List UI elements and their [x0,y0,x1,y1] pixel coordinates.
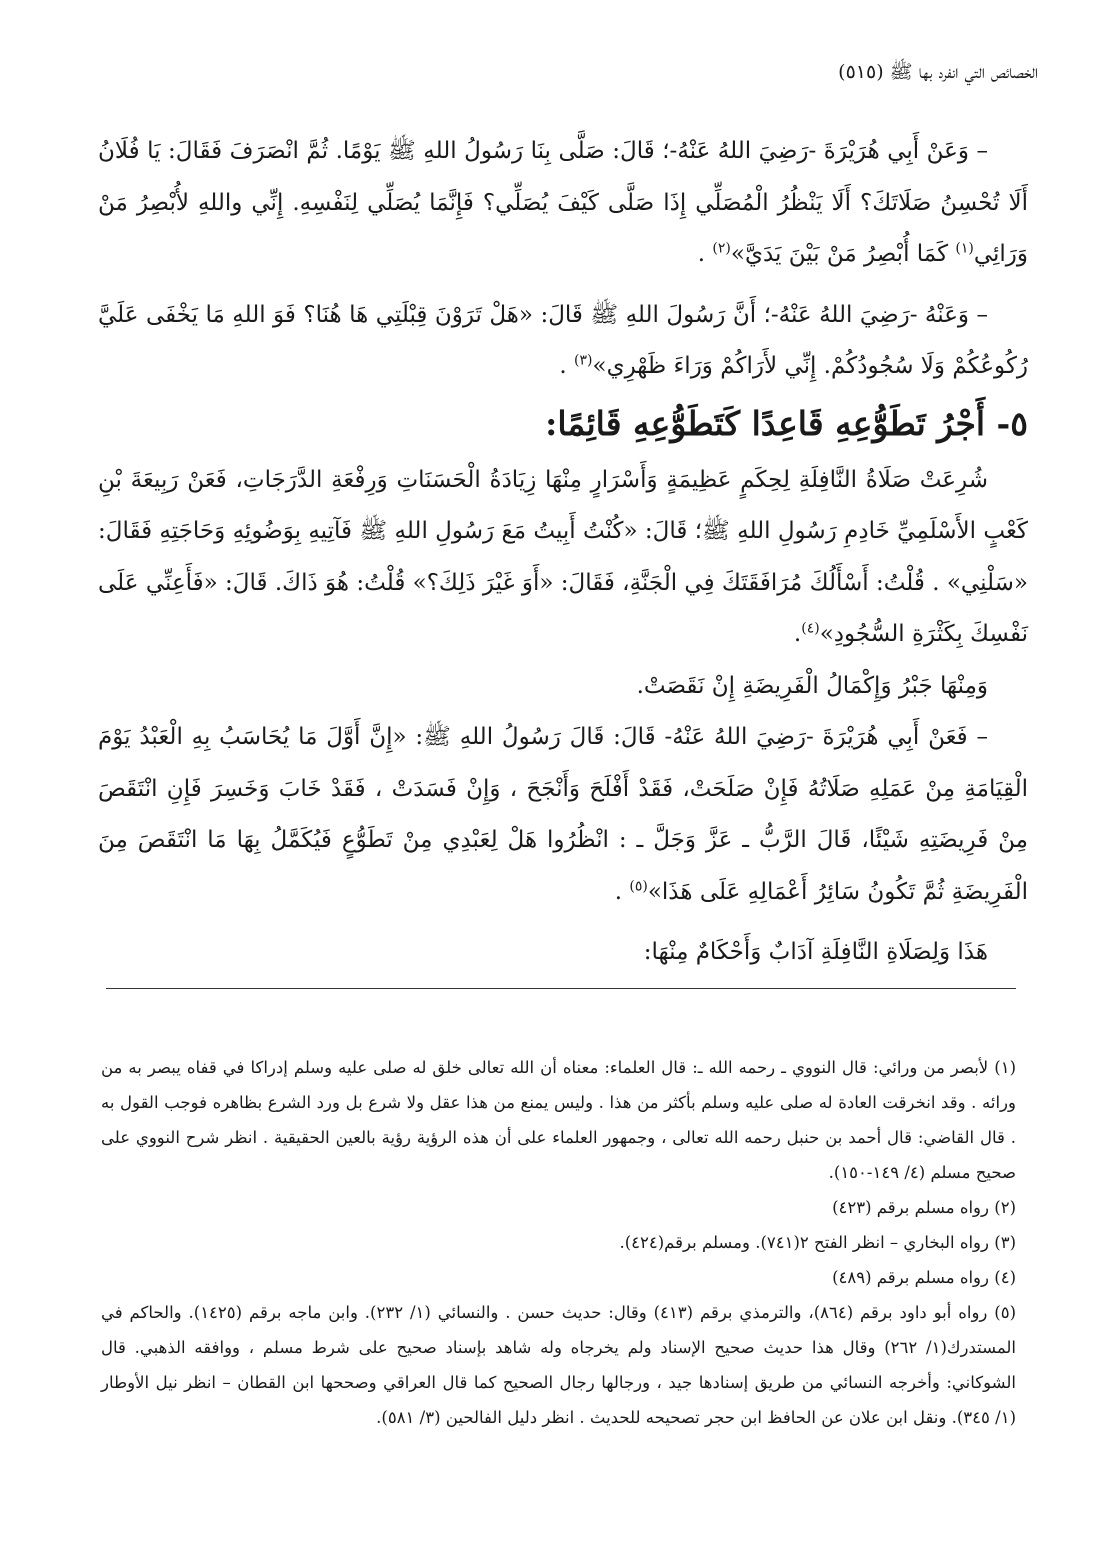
footnote-4: (٤) رواه مسلم برقم (٤٨٩) [832,1268,1016,1287]
footnote-ref-4[interactable]: (٤) [801,620,820,637]
footnotes-section [101,1050,1016,1435]
footnote-ref-1[interactable]: (١) [955,240,974,257]
intro-paragraph [98,455,1028,661]
paragraph-text: شُرِعَتْ صَلَاةُ النَّافِلَةِ لِحِكَمٍ عَظِيمَةٍ وَأَسْرَارٍ مِنْهَا زِيَادَةُ الْحَسَنَاتِ وَرِفْعَةِ الدَّرَجَاتِ، فَعَنْ رَبِيعَةَ بْنِ كَعْبٍ الأَسْلَمِيِّ خَادِمِ رَسُولِ اللهِ ﷺ؛ قَالَ: «كُنْتُ أَبِيتُ مَعَ رَسُولِ اللهِ ﷺ فَآتِيهِ بِوَضُوئِهِ وَحَاجَتِهِ فَقَالَ: «سَلْنِي» . قُلْتُ: أَسْأَلُكَ مُرَافَقَتَكَ فِي الْجَنَّةِ، فَقَالَ: «أَوَ غَيْرَ ذَلِكَ؟» قُلْتُ: هُوَ ذَاكَ. قَالَ: «فَأَعِنِّي عَلَى نَفْسِكَ بِكَثْرَةِ السُّجُودِ» [98,466,1028,647]
closing-paragraph: هَذَا وَلِصَلَاةِ النَّافِلَةِ آدَابٌ وَأَحْكَامٌ مِنْهَا: [643,939,988,965]
footnote-3: (٣) رواه البخاري – انظر الفتح ٢(٧٤١). ومسلم برقم(٤٢٤). [619,1233,1016,1252]
hadith-paragraph-3 [98,712,1028,918]
running-header: الخصائص التي انفرد بها ﷺ (٥١٥) [838,61,1038,83]
hadith-paragraph-2 [98,290,1028,393]
footnote-ref-5[interactable]: (٥) [629,877,648,894]
paragraph-text: . [793,621,802,647]
paragraph-text: – فَعَنْ أَبِي هُرَيْرَةَ -رَضِيَ اللهُ عَنْهُ- قَالَ: قَالَ رَسُولُ اللهِ ﷺ: «إِنَّ أَوَّلَ مَا يُحَاسَبُ بِهِ الْعَبْدُ يَوْمَ الْقِيَامَةِ مِنْ عَمَلِهِ صَلَاتُهُ فَإِنْ صَلَحَتْ، فَقَدْ أَفْلَحَ وَأَنْجَحَ ، وَإِنْ فَسَدَتْ ، فَقَدْ خَابَ وَخَسِرَ فَإِنِ انْتَقَصَ مِنْ فَرِيضَتِهِ شَيْئًا، قَالَ الرَّبُّ ـ عَزَّ وَجَلَّ ـ : انْظُرُوا هَلْ لِعَبْدِي مِنْ تَطَوُّعٍ فَيُكَمَّلُ بِهَا مَا انْتَقَصَ مِنَ الْفَرِيضَةِ ثُمَّ تَكُونُ سَائِرُ أَعْمَالِهِ عَلَى هَذَا» [98,724,1028,905]
paragraph-text: – وَعَنْهُ -رَضِيَ اللهُ عَنْهُ-؛ أَنَّ رَسُولَ اللهِ ﷺ قَالَ: «هَلْ تَرَوْنَ قِبْلَتِي هَا هُنَا؟ فَوَ اللهِ مَا يَخْفَى عَلَيَّ رُكُوعُكُمْ وَلَا سُجُودُكُمْ. إِنِّي لأَرَاكُمْ وَرَاءَ ظَهْرِي» [98,301,1028,379]
paragraph-text: . [614,878,630,905]
paragraph-text: . [697,241,713,267]
footnote-5: (٥) رواه أبو داود برقم (٨٦٤)، والترمذي برقم (٤١٣) وقال: حديث حسن . والنسائي (١/ ٢٣٢). وابن ماجه برقم (١٤٢٥). والحاكم في المستدرك(١/ ٢٦٢) وقال هذا حديث صحيح الإسناد ولم يخرجاه وله شاهد بإسناد صحيح على شرط مسلم ، ووافقه الذهبي. قال الشوكاني: وأخرجه النسائي من طريق إسنادها جيد ، ورجالها رجال الصحيح كما قال العراقي وصححها ابن القطان – انظر نيل الأوطار (١/ ٣٤٥). ونقل ابن علان عن الحافظ ابن حجر تصحيحه للحديث . انظر دليل الفالحين (٣/ ٥٨١). [101,1303,1017,1427]
benefit-paragraph: وَمِنْهَا جَبْرُ وَإِكْمَالُ الْفَرِيضَةِ إِنْ نَقَصَتْ. [636,672,988,699]
footnote-2: (٢) رواه مسلم برقم (٤٢٣) [832,1198,1016,1217]
footnote-ref-2[interactable]: (٢) [712,240,731,257]
paragraph-text: – وَعَنْ أَبِي هُرَيْرَةَ -رَضِيَ اللهُ عَنْهُ-؛ قَالَ: صَلَّى بِنَا رَسُولُ اللهِ ﷺ يَوْمًا. ثُمَّ انْصَرَفَ فَقَالَ: يَا فُلَانُ أَلَا تُحْسِنُ صَلَاتَكَ؟ أَلَا يَنْظُرُ الْمُصَلِّي إِذَا صَلَّى كَيْفَ يُصَلِّي؟ فَإِنَّمَا يُصَلِّي لِنَفْسِهِ. إِنِّي واللهِ لأُبْصِرُ مَنْ وَرَائِي [98,138,1028,267]
hadith-paragraph-1 [98,126,1028,281]
main-body [98,126,1028,979]
section-heading: ٥- أَجْرُ تَطَوُّعِهِ قَاعِدًا كَتَطَوُّعِهِ قَائِمًا: [545,403,1028,443]
footnote-divider [106,988,1016,989]
paragraph-text: كَمَا أُبْصِرُ مَنْ بَيْنَ يَدَيَّ» [730,241,956,267]
footnote-1: (١) لأبصر من ورائي: قال النووي ـ رحمه الله ـ: قال العلماء: معناه أن الله تعالى خلق له صلى عليه وسلم إدراكا في قفاه يبصر به من ورائه . وقد انخرقت العادة له صلى عليه وسلم بأكثر من هذا . وليس يمنع من هذا عقل ولا شرع بل ورد الشرع بظاهره فوجب القول به . قال القاضي: قال أحمد بن حنبل رحمه الله تعالى ، وجمهور العلماء على أن هذه الرؤية رؤية بالعين الحقيقية . انظر شرح النووي على صحيح مسلم (٤/ ١٤٩-١٥٠). [101,1058,1016,1182]
paragraph-text: . [559,353,575,379]
footnote-ref-3[interactable]: (٣) [574,352,593,369]
